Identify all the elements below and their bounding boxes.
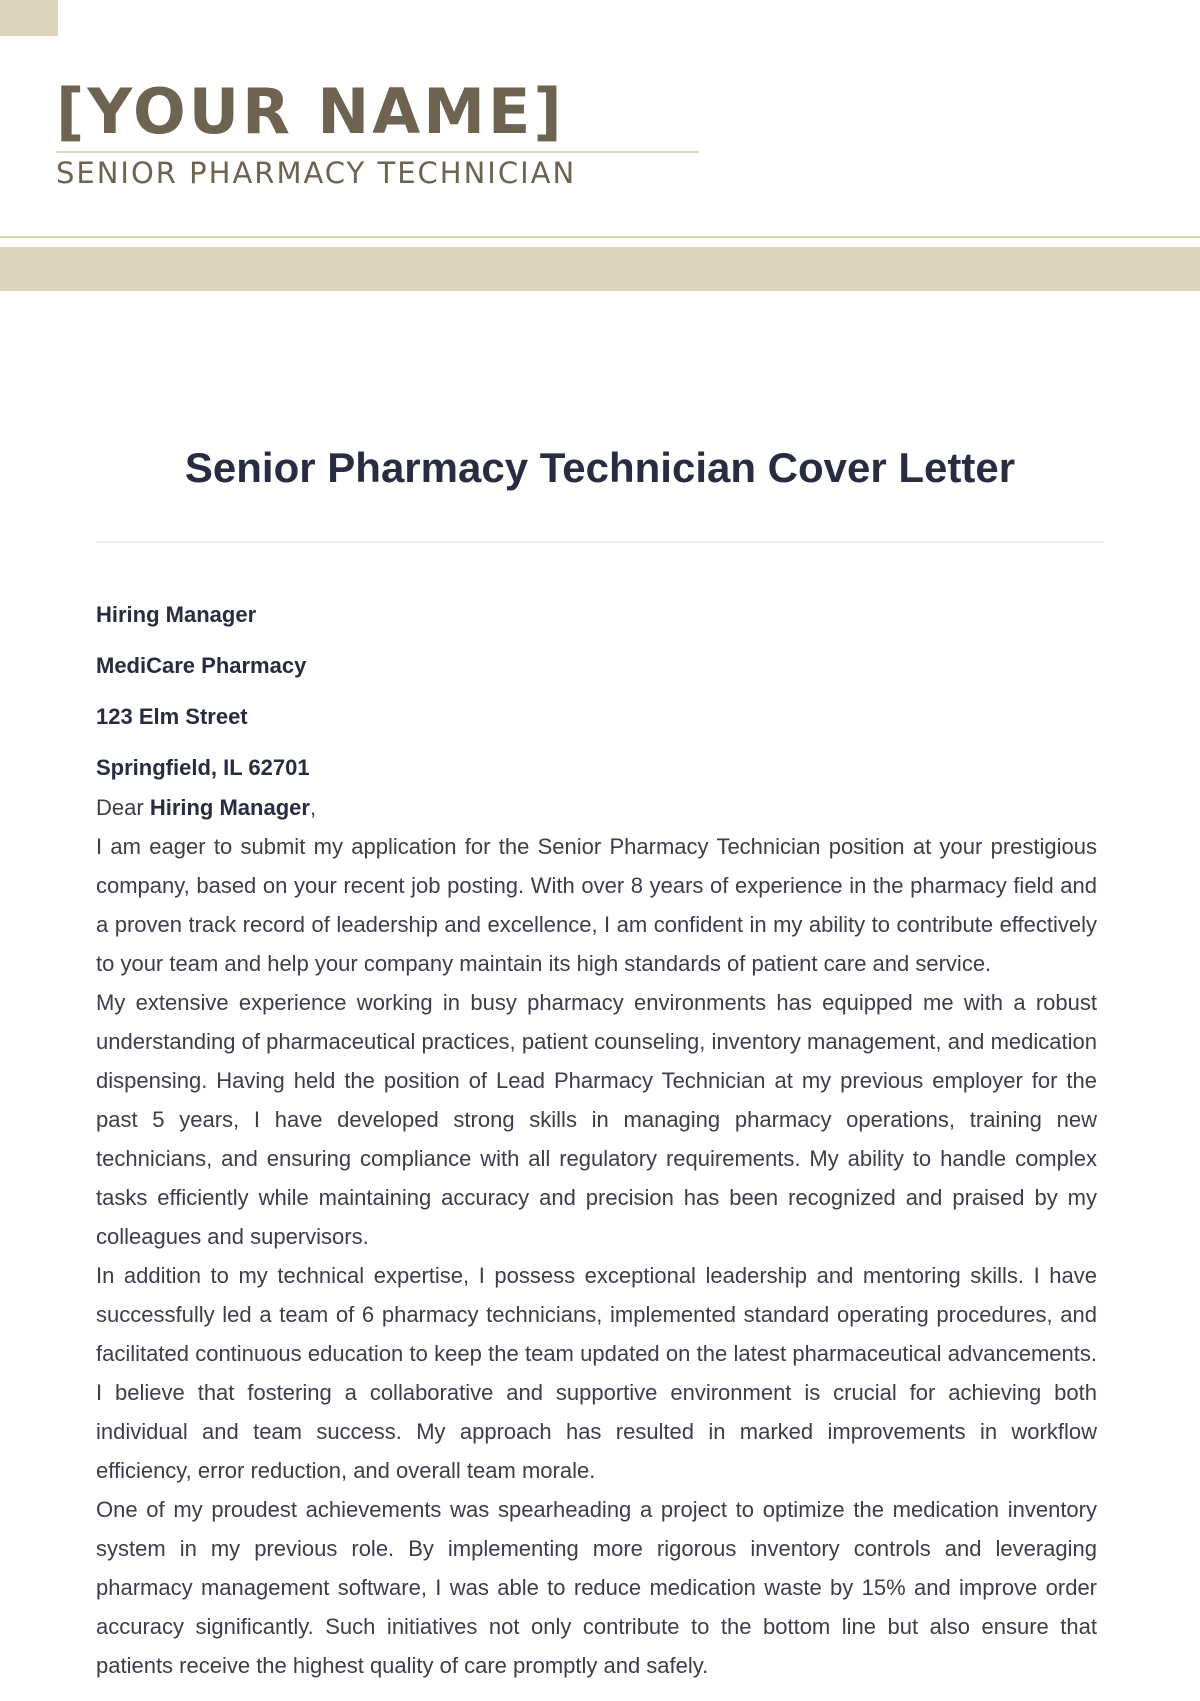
document-title: Senior Pharmacy Technician Cover Letter <box>184 444 1016 491</box>
letter-content <box>96 595 1097 1685</box>
recipient-company: MediCare Pharmacy <box>96 653 307 678</box>
name-underline <box>56 151 699 153</box>
title-divider <box>96 541 1104 543</box>
recipient-address-block <box>96 595 1097 788</box>
body-paragraph-1: I am eager to submit my application for the Senior Pharmacy Technician position at your prestigious company, based on your recent job posting. With over 8 years of experience in the pharmacy field and a proven track record of leadership and excellence, I am confident in my ability to contribute effectively to your team and help your company maintain its high standards of patient care and service. <box>96 834 1097 976</box>
body-paragraph-2: My extensive experience working in busy pharmacy environments has equipped me with a robust understanding of pharmaceutical practices, patient counseling, inventory management, and medication dispensing. Having held the position of Lead Pharmacy Technician at my previous employer for the past 5 years, I have developed strong skills in managing pharmacy operations, training new technicians, and ensuring compliance with all regulatory requirements. My ability to handle complex tasks efficiently while maintaining accuracy and precision has been recognized and praised by my colleagues and supervisors. <box>96 990 1097 1249</box>
salutation <box>96 788 1097 827</box>
salutation-greeting: Dear <box>96 795 144 820</box>
body-paragraph-4: One of my proudest achievements was spearheading a project to optimize the medication inventory system in my previous role. By implementing more rigorous inventory controls and leveraging pharmacy management software, I was able to reduce medication waste by 15% and improve order accuracy significantly. Such initiatives not only contribute to the bottom line but also ensure that patients receive the highest quality of care promptly and safely. <box>96 1497 1097 1678</box>
recipient-name: Hiring Manager <box>96 602 257 627</box>
applicant-name: [YOUR NAME] <box>56 75 565 148</box>
body-paragraph-3: In addition to my technical expertise, I possess exceptional leadership and mentoring skills. I have successfully led a team of 6 pharmacy technicians, implemented standard operating procedures, and facilitated continuous education to keep the team updated on the latest pharmaceutical advancements. I believe that fostering a collaborative and supportive environment is crucial for achieving both individual and team success. My approach has resulted in marked improvements in workflow efficiency, error reduction, and overall team morale. <box>96 1263 1097 1483</box>
salutation-punctuation: , <box>309 795 317 820</box>
corner-accent-block <box>0 0 58 36</box>
salutation-recipient: Hiring Manager <box>149 795 310 820</box>
applicant-job-title: SENIOR PHARMACY TECHNICIAN <box>56 156 577 190</box>
recipient-city-state-zip: Springfield, IL 62701 <box>96 755 310 780</box>
header-accent-band <box>0 247 1200 291</box>
recipient-street: 123 Elm Street <box>96 704 248 729</box>
header-divider-line <box>0 236 1200 238</box>
